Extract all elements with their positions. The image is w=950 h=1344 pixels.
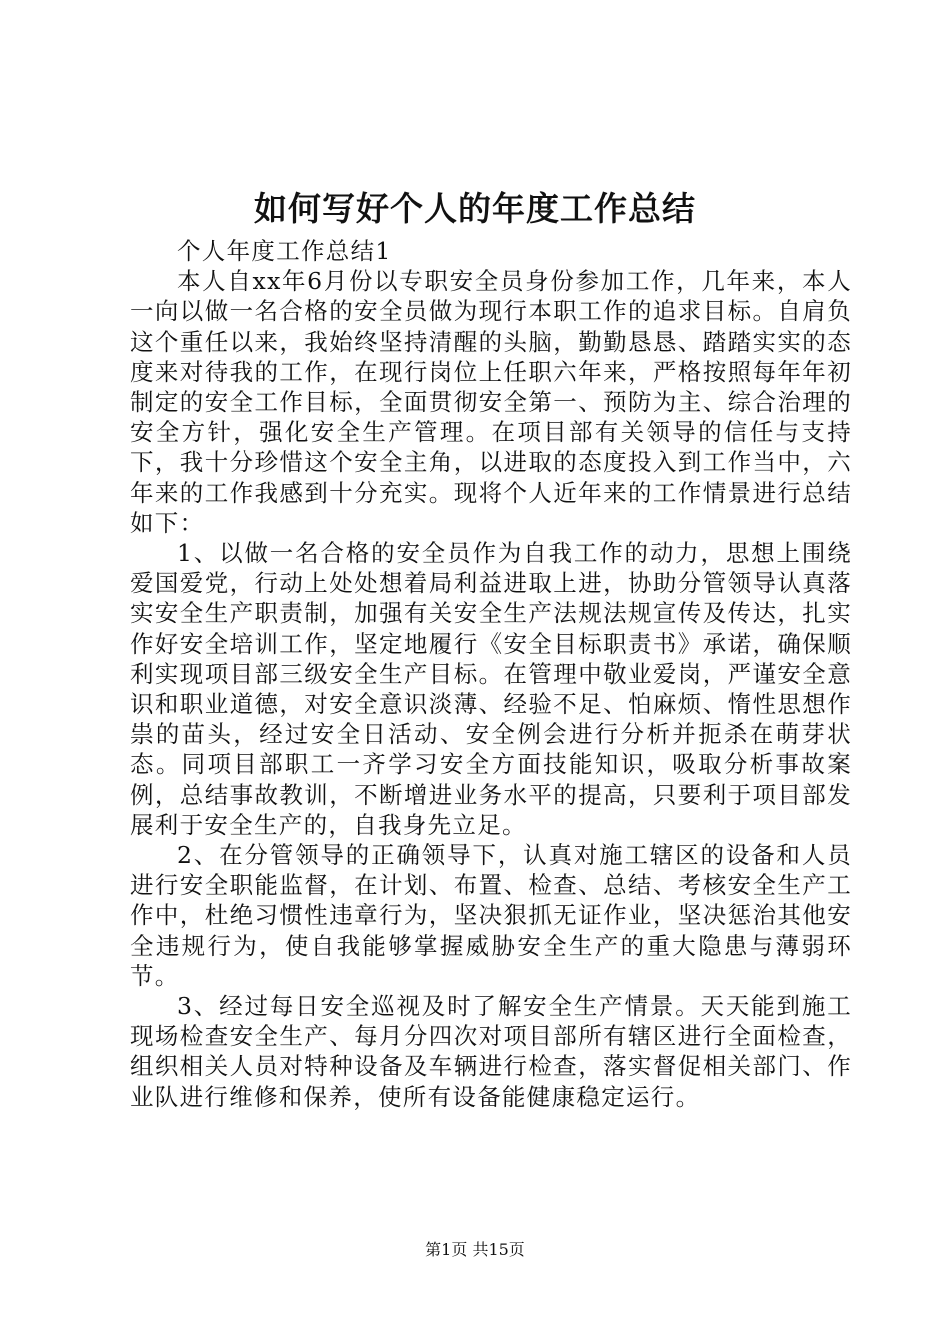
paragraph-item-1: 1、以做一名合格的安全员作为自我工作的动力，思想上围绕爱国爱党，行动上处处想着局利益进取上进，协助分管领导认真落实安全生产职责制，加强有关安全生产法规法规宣传及传达，扎实作好安全培训工作，坚定地履行《安全目标职责书》承诺，确保顺利实现项目部三级安全生产目标。在管理中敬业爱岗，严谨安全意识和职业道德，对安全意识淡薄、经验不足、怕麻烦、惰性思想作祟的苗头，经过安全日活动、安全例会进行分析并扼杀在萌芽状态。同项目部职工一齐学习安全方面技能知识，吸取分析事故案例，总结事故教训，不断增进业务水平的提高，只要利于项目部发展利于安全生产的，自我身先立足。 bbox=[130, 539, 852, 839]
paragraph-intro: 本人自xx年6月份以专职安全员身份参加工作，几年来，本人一向以做一名合格的安全员做为现行本职工作的追求目标。自肩负这个重任以来，我始终坚持清醒的头脑，勤勤恳恳、踏踏实实的态度来对待我的工作，在现行岗位上任职六年来，严格按照每年年初制定的安全工作目标，全面贯彻安全第一、预防为主、综合治理的安全方针，强化安全生产管理。在项目部有关领导的信任与支持下，我十分珍惜这个安全主角，以进取的态度投入到工作当中，六年来的工作我感到十分充实。现将个人近年来的工作情景进行总结如下： bbox=[130, 267, 852, 537]
document-title: 如何写好个人的年度工作总结 bbox=[254, 189, 696, 228]
paragraph-item-3: 3、经过每日安全巡视及时了解安全生产情景。天天能到施工现场检查安全生产、每月分四次对项目部所有辖区进行全面检查，组织相关人员对特种设备及车辆进行检查，落实督促相关部门、作业队进行维修和保养，使所有设备能健康稳定运行。 bbox=[130, 992, 852, 1111]
section-heading: 个人年度工作总结1 bbox=[177, 237, 392, 265]
page-footer: 第1页 共15页 bbox=[425, 1240, 525, 1259]
paragraph-item-2: 2、在分管领导的正确领导下，认真对施工辖区的设备和人员进行安全职能监督，在计划、布置、检查、总结、考核安全生产工作中，杜绝习惯性违章行为，坚决狠抓无证作业，坚决惩治其他安全违规行为，使自我能够掌握威胁安全生产的重大隐患与薄弱环节。 bbox=[130, 841, 852, 990]
document-body bbox=[130, 236, 852, 1112]
